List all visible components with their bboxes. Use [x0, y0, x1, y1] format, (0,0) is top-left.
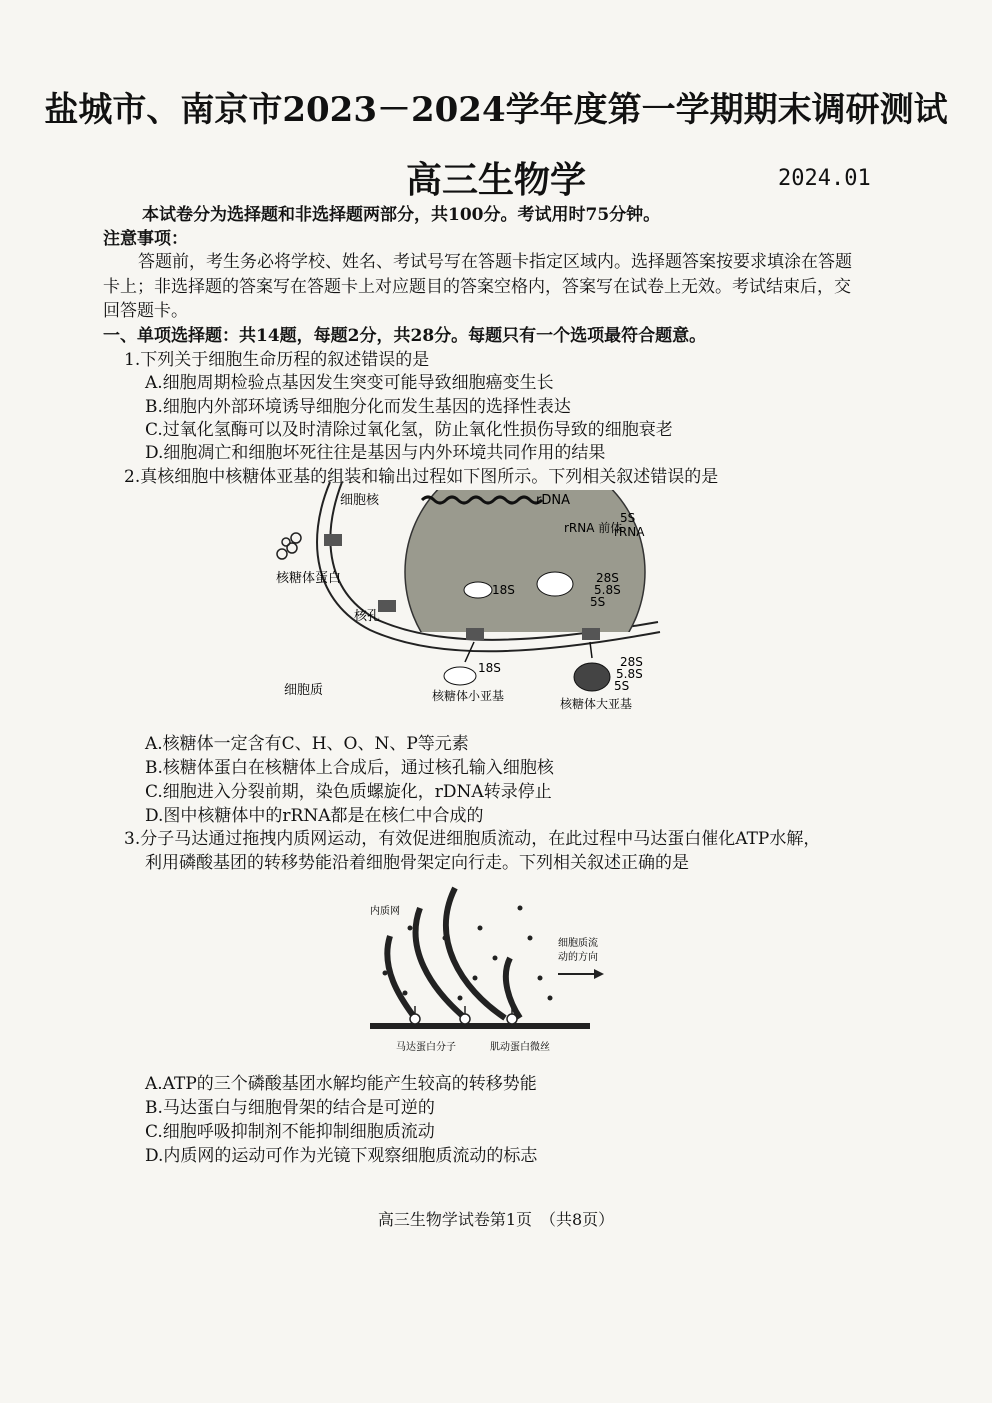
label-5s-top: 5S	[620, 511, 636, 525]
label-28s-cytoplasm: 28S	[620, 655, 643, 669]
nuclear-pore-1	[324, 534, 342, 546]
notice-heading: 注意事项：	[103, 229, 188, 249]
label-18s-nucleus: 18S	[492, 583, 515, 597]
q3-option-d: D.内质网的运动可作为光镜下观察细胞质流动的标志	[145, 1146, 538, 1166]
label-nucleus: 细胞核	[340, 493, 380, 508]
q2-stem: 2.真核细胞中核糖体亚基的组装和输出过程如下图所示。下列相关叙述错误的是	[124, 467, 719, 487]
notice-line-1: 答题前，考生务必将学校、姓名、考试号写在答题卡指定区域内。选择题答案按要求填涂在答题	[138, 252, 852, 272]
q1-option-d: D.细胞凋亡和细胞坏死往往是基因与内外环境共同作用的结果	[145, 443, 606, 463]
q1-stem: 1.下列关于细胞生命历程的叙述错误的是	[124, 350, 430, 370]
label-rdna: rDNA	[536, 493, 570, 508]
label-small-subunit: 核糖体小亚基	[432, 689, 505, 703]
label-5s-nucleus: 5S	[590, 595, 606, 609]
ribosome-assembly-figure	[260, 482, 680, 722]
q2-option-b: B.核糖体蛋白在核糖体上合成后，通过核孔输入细胞核	[145, 758, 554, 778]
q1-option-c: C.过氧化氢酶可以及时清除过氧化氢，防止氧化性损伤导致的细胞衰老	[145, 420, 673, 440]
q3-stem-line-1: 3.分子马达通过拖拽内质网运动，有效促进细胞质流动，在此过程中马达蛋白催化ATP水解，	[124, 829, 821, 849]
q3-option-c: C.细胞呼吸抑制剂不能抑制细胞质流动	[145, 1122, 435, 1142]
exam-date: 2024.01	[778, 166, 871, 191]
q2-option-a: A.核糖体一定含有C、H、O、N、P等元素	[145, 734, 469, 754]
label-actin: 肌动蛋白微丝	[490, 1042, 550, 1053]
label-rrna-precursor: rRNA 前体	[564, 521, 623, 535]
label-5s-cytoplasm: 5S	[614, 679, 630, 693]
subject-title: 高三生物学	[405, 159, 586, 201]
molecular-motor-figure	[360, 878, 610, 1058]
q3-option-b: B.马达蛋白与细胞骨架的结合是可逆的	[145, 1098, 435, 1118]
label-flow-1: 细胞质流	[558, 938, 598, 949]
label-cytoplasm: 细胞质	[284, 683, 324, 698]
label-pore: 核孔	[354, 609, 381, 624]
small-subunit-exported	[444, 667, 476, 685]
label-er: 内质网	[370, 906, 400, 917]
label-flow-2: 动的方向	[558, 952, 598, 963]
er-fold-1	[387, 936, 415, 1018]
q2-option-c: C.细胞进入分裂前期，染色质螺旋化，rDNA转录停止	[145, 782, 552, 802]
label-motor: 马达蛋白分子	[396, 1042, 456, 1053]
q1-option-b: B.细胞内外部环境诱导细胞分化而发生基因的选择性表达	[145, 397, 571, 417]
er-fold-4	[506, 958, 520, 1018]
label-18s-cytoplasm: 18S	[478, 661, 501, 675]
q1-option-a: A.细胞周期检验点基因发生突变可能导致细胞癌变生长	[145, 373, 554, 393]
q3-stem-line-2: 利用磷酸基团的转移势能沿着细胞骨架定向行走。下列相关叙述正确的是	[145, 853, 689, 873]
large-subunit-in-nucleus	[537, 572, 573, 596]
arrowhead-icon	[594, 969, 604, 979]
nuclear-pore-4	[582, 628, 600, 640]
section-heading: 一、单项选择题：共14题，每题2分，共28分。每题只有一个选项最符合题意。	[103, 326, 707, 346]
page-footer: 高三生物学试卷第1页 （共8页）	[377, 1210, 615, 1229]
q2-option-d: D.图中核糖体中的rRNA都是在核仁中合成的	[145, 806, 484, 826]
notice-line-2: 卡上；非选择题的答案写在答题卡上对应题目的答案空格内，答案写在试卷上无效。考试结束后，交	[103, 277, 851, 297]
nuclear-pore-2	[378, 600, 396, 612]
ribosomal-protein-icon	[277, 533, 301, 559]
small-subunit-in-nucleus	[464, 582, 492, 598]
q3-option-a: A.ATP的三个磷酸基团水解均能产生较高的转移势能	[145, 1074, 537, 1094]
label-rrna: rRNA	[614, 525, 645, 539]
label-58s-cytoplasm: 5.8S	[616, 667, 643, 681]
notice-line-3: 回答题卡。	[103, 301, 188, 321]
exam-title: 盐城市、南京市2023－2024学年度第一学期期末调研测试	[44, 90, 948, 130]
exam-intro: 本试卷分为选择题和非选择题两部分，共100分。考试用时75分钟。	[142, 205, 661, 225]
label-large-subunit: 核糖体大亚基	[560, 697, 633, 711]
label-58s-nucleus: 5.8S	[594, 583, 621, 597]
er-fold-3	[446, 888, 505, 1018]
export-arrow-large	[590, 642, 592, 658]
nuclear-pore-3	[466, 628, 484, 640]
label-ribosomal-protein: 核糖体蛋白	[276, 571, 342, 586]
label-28s-nucleus: 28S	[596, 571, 619, 585]
large-subunit-exported	[574, 663, 610, 691]
